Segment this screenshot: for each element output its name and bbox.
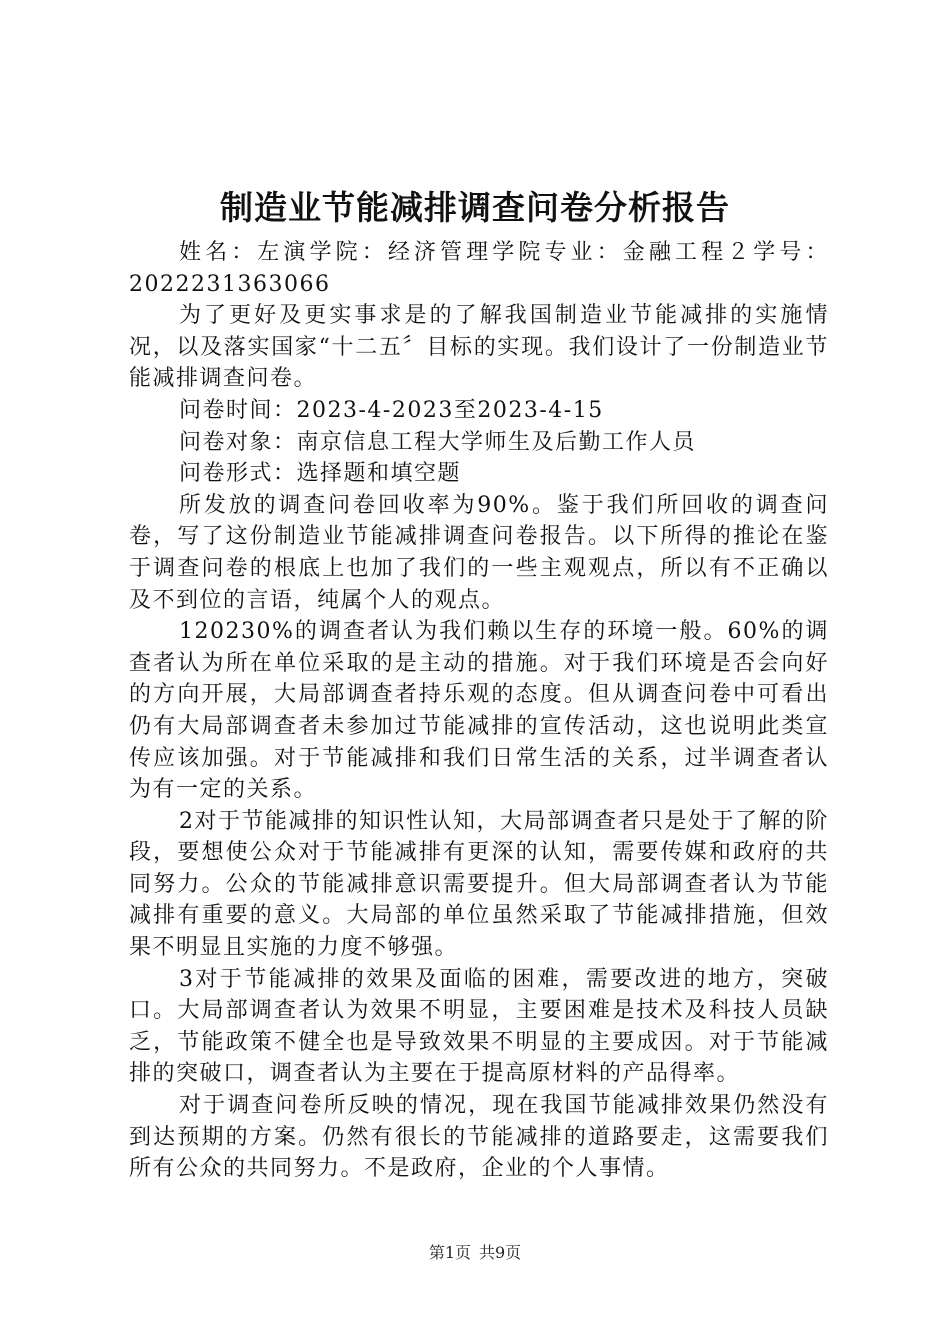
survey-format-paragraph: 问卷形式：选择题和填空题: [179, 461, 462, 487]
document-title: 制造业节能减排调查问卷分析报告: [220, 188, 730, 227]
intro-paragraph: 为了更好及更实事求是的了解我国制造业节能减排的实施情况，以及落实国家“十二五〞目标的实现。我们设计了一份制造业节能减排调查问卷。: [129, 303, 829, 392]
recovery-rate-paragraph: 所发放的调查问卷回收率为90%。鉴于我们所回收的调查问卷，写了这份制造业节能减排调查问卷报告。以下所得的推论在鉴于调查问卷的根底上也加了我们的一些主观观点，所以有不正确以及不到位的言语，纯属个人的观点。: [129, 492, 829, 613]
survey-target-paragraph: 问卷对象：南京信息工程大学师生及后勤工作人员: [179, 429, 697, 455]
conclusion-paragraph: 对于调查问卷所反映的情况，现在我国节能减排效果仍然没有到达预期的方案。仍然有很长的节能减排的道路要走，这需要我们所有公众的共同努力。不是政府，企业的个人事情。: [129, 1093, 829, 1182]
author-info-paragraph: 姓名：左演学院：经济管理学院专业：金融工程２学号：2022231363066: [129, 240, 829, 297]
finding-3-paragraph: 3对于节能减排的效果及面临的困难，需要改进的地方，突破口。大局部调查者认为效果不明显，主要困难是技术及科技人员缺乏，节能政策不健全也是导致效果不明显的主要成因。对于节能减排的突破口，调查者认为主要在于提高原材料的产品得率。: [129, 966, 829, 1087]
document-body: [129, 237, 829, 1185]
page-number: 第1页: [428, 1243, 471, 1262]
finding-1-paragraph: 120230%的调查者认为我们赖以生存的环境一般。60%的调查者认为所在单位采取的是主动的措施。对于我们环境是否会向好的方向开展，大局部调查者持乐观的态度。但从调查问卷中可看出仍有大局部调查者未参加过节能减排的宣传活动，这也说明此类宣传应该加强。对于节能减排和我们日常生活的关系，过半调查者认为有一定的关系。: [129, 619, 829, 803]
survey-time-paragraph: 问卷时间：2023-4-2023至2023-4-15: [179, 397, 604, 423]
finding-2-paragraph: 2对于节能减排的知识性认知，大局部调查者只是处于了解的阶段，要想使公众对于节能减排有更深的认知，需要传媒和政府的共同努力。公众的节能减排意识需要提升。但大局部调查者认为节能减排有重要的意义。大局部的单位虽然采取了节能减排措施，但效果不明显且实施的力度不够强。: [129, 808, 829, 961]
page-total: 共9页: [479, 1243, 522, 1262]
page-footer: [0, 1242, 950, 1264]
